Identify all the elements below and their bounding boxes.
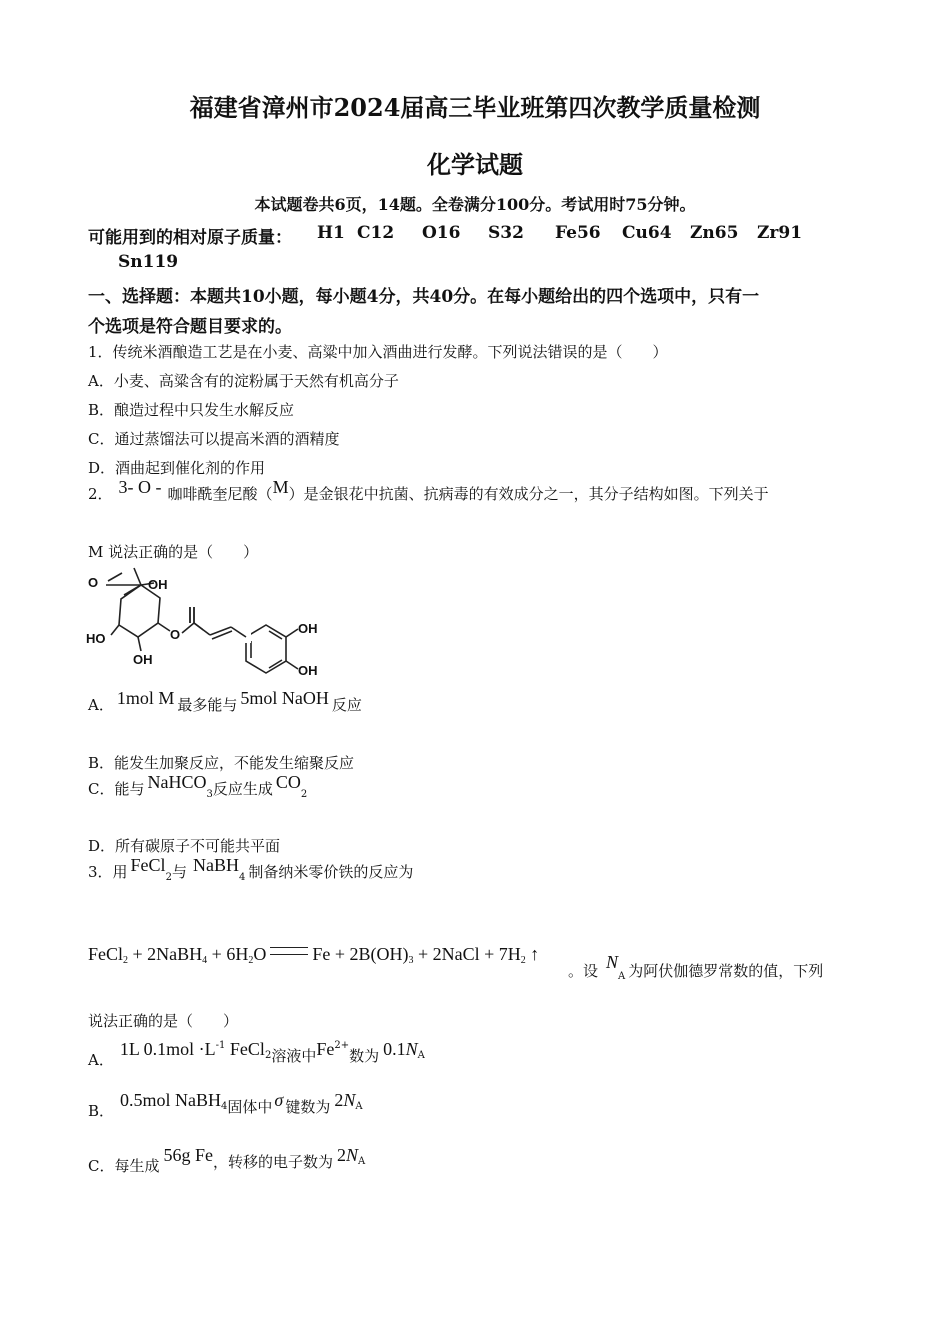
- mass-c: C12: [357, 223, 395, 243]
- eq-sub2: 4: [202, 955, 208, 966]
- q3-option-c: [88, 1145, 366, 1175]
- label-oh-top: OH: [148, 577, 168, 592]
- q3-set-rest: 为阿伏伽德罗常数的值，下列: [628, 962, 824, 980]
- q1-option-d: D．酒曲起到催化剂的作用: [88, 459, 266, 477]
- q3-c-mass: 56g Fe: [163, 1145, 213, 1165]
- q3-b-sigma: σ: [274, 1090, 284, 1110]
- eq-fecl2: FeCl: [88, 944, 124, 964]
- eq-gas-arrow: ↑: [525, 944, 540, 964]
- eq-products1: Fe + 2B(OH): [312, 944, 409, 964]
- q2-c-text2: 反应生成: [212, 780, 273, 798]
- eq-equals-sign: [270, 947, 308, 955]
- q3-a-fe: Fe: [316, 1039, 335, 1059]
- label-o-acid: O: [88, 575, 99, 590]
- q3-stem-line2: [568, 952, 824, 982]
- label-ho-left: HO: [86, 631, 106, 646]
- q3-a-letter: A．: [88, 1051, 114, 1069]
- q1-option-b: B．酿造过程中只发生水解反应: [88, 401, 295, 419]
- q3-a-fecl2: FeCl: [225, 1039, 265, 1059]
- q3-a-conc: 1L 0.1mol ·L: [119, 1039, 216, 1059]
- mass-o: O16: [422, 223, 461, 243]
- q2-prefix: 3- O -: [118, 477, 162, 497]
- q2-c-text1: C．能与: [88, 780, 145, 798]
- q2-a-text1: 最多能与: [177, 696, 238, 714]
- q3-c-na: N: [346, 1145, 359, 1165]
- q3-a-value: 0.1: [383, 1039, 406, 1059]
- q3-c-value: 2: [337, 1145, 346, 1165]
- q3-b-nabh4: 0.5mol NaBH: [120, 1090, 222, 1110]
- q1-option-c: C．通过蒸馏法可以提高米酒的酒精度: [88, 430, 340, 448]
- eq-products2: + 2NaCl + 7H: [413, 944, 521, 964]
- section1-instruction-line2: 个选项是符合题目要求的。: [88, 317, 292, 337]
- q3-b-na: N: [343, 1090, 356, 1110]
- q1-stem: 1．传统米酒酿造工艺是在小麦、高粱中加入酒曲进行发酵。下列说法错误的是（ ）: [88, 343, 668, 361]
- q2-a-formula2: 5mol NaOH: [240, 688, 329, 708]
- label-o-ester: O: [170, 627, 181, 642]
- q2-stem-line2: M 说法正确的是（ ）: [88, 543, 259, 561]
- mass-zr: Zr91: [757, 223, 803, 243]
- q3-a-na-sub: A: [417, 1050, 425, 1061]
- mass-s: S32: [488, 223, 524, 243]
- q2-stem-line1: [88, 477, 769, 504]
- q3-fecl2: FeCl: [130, 855, 166, 875]
- q3-a-sup3: 2+: [334, 1040, 350, 1051]
- exam-info: 本试题卷共6页，14题。全卷满分100分。考试用时75分钟。: [254, 195, 696, 214]
- mass-zn: Zn65: [690, 223, 739, 243]
- eq-h2o: + 6H: [207, 944, 249, 964]
- q2-stem-mid: 咖啡酰奎尼酸（: [167, 485, 273, 503]
- q2-a-letter: A．: [88, 696, 114, 714]
- q3-text1: 3．用: [88, 863, 128, 881]
- eq-nabh4: + 2NaBH: [128, 944, 203, 964]
- reaction-equation: [88, 944, 539, 966]
- mass-sn: Sn119: [118, 252, 179, 272]
- eq-sub1: 2: [123, 955, 129, 966]
- q3-a-sub2: 2: [264, 1050, 272, 1061]
- q2-option-c: [88, 772, 308, 800]
- eq-sub5: 3: [408, 955, 414, 966]
- label-oh-bottom: OH: [133, 652, 153, 667]
- q3-option-b: [88, 1090, 363, 1120]
- q3-b-sub1: 4: [221, 1101, 228, 1112]
- molecule-structure: [86, 565, 326, 680]
- q3-na: N: [606, 952, 619, 972]
- q2-m: M: [272, 477, 289, 497]
- q2-c-formula2: CO: [275, 772, 301, 792]
- q3-set-text: 。设: [568, 962, 599, 980]
- q3-c-text2: ，转移的电子数为: [212, 1153, 333, 1171]
- q3-c-text1: C．每生成: [88, 1157, 160, 1175]
- q3-a-text1: 溶液中: [271, 1047, 317, 1065]
- mass-h: H1: [317, 223, 345, 243]
- q2-a-formula1: 1mol M: [116, 688, 175, 708]
- q2-a-text2: 反应: [331, 696, 362, 714]
- q3-stem-line1: [88, 855, 414, 883]
- section1-instruction-line1: 一、选择题：本题共10小题，每小题4分，共40分。在每小题给出的四个选项中，只有一: [88, 287, 760, 307]
- eq-o: O: [253, 944, 267, 964]
- exam-title: 福建省漳州市2024届高三毕业班第四次教学质量检测: [189, 93, 761, 122]
- q2-option-a: [88, 688, 362, 715]
- q3-option-a: [88, 1039, 425, 1069]
- q1-option-a: A．小麦、高粱含有的淀粉属于天然有机高分子: [88, 372, 399, 390]
- q3-text2: 制备纳米零价铁的反应为: [248, 863, 414, 881]
- label-oh-benzene1: OH: [298, 621, 318, 636]
- q3-and: 与: [171, 863, 187, 881]
- eq-sub3: 2: [248, 955, 254, 966]
- q2-number: 2．: [88, 485, 113, 503]
- q3-fecl2-sub: 2: [165, 872, 172, 883]
- q2-option-d: D．所有碳原子不可能共平面: [88, 837, 281, 855]
- q2-stem-rest: ）是金银花中抗菌、抗病毒的有效成分之一，其分子结构如图。下列关于: [288, 485, 769, 503]
- q3-b-value: 2: [334, 1090, 344, 1110]
- q3-nabh4-sub: 4: [238, 872, 246, 883]
- q3-stem-line3: 说法正确的是（ ）: [88, 1012, 239, 1030]
- mass-fe: Fe56: [555, 223, 601, 243]
- q3-nabh4: NaBH: [192, 855, 239, 875]
- subject-title: 化学试题: [427, 150, 523, 179]
- q2-c-formula1: NaHCO: [147, 772, 207, 792]
- q3-a-text2: 数为: [349, 1047, 380, 1065]
- q3-b-text1: 固体中: [227, 1098, 273, 1116]
- label-oh-benzene2: OH: [298, 663, 318, 678]
- q2-c-sub1: 3: [206, 789, 213, 800]
- q3-b-letter: B．: [88, 1102, 115, 1120]
- q2-c-sub2: 2: [300, 789, 308, 800]
- q3-c-na-sub: A: [358, 1156, 366, 1167]
- q3-a-na: N: [405, 1039, 418, 1059]
- q3-b-text2: 键数为: [285, 1098, 331, 1116]
- q3-b-na-sub: A: [355, 1101, 363, 1112]
- atomic-masses-label: 可能用到的相对原子质量：: [88, 228, 292, 248]
- q3-na-sub: A: [618, 971, 626, 982]
- q2-option-b: B．能发生加聚反应，不能发生缩聚反应: [88, 754, 355, 772]
- q3-a-sup1: -1: [215, 1040, 226, 1051]
- mass-cu: Cu64: [622, 223, 672, 243]
- eq-sub6: 2: [520, 955, 526, 966]
